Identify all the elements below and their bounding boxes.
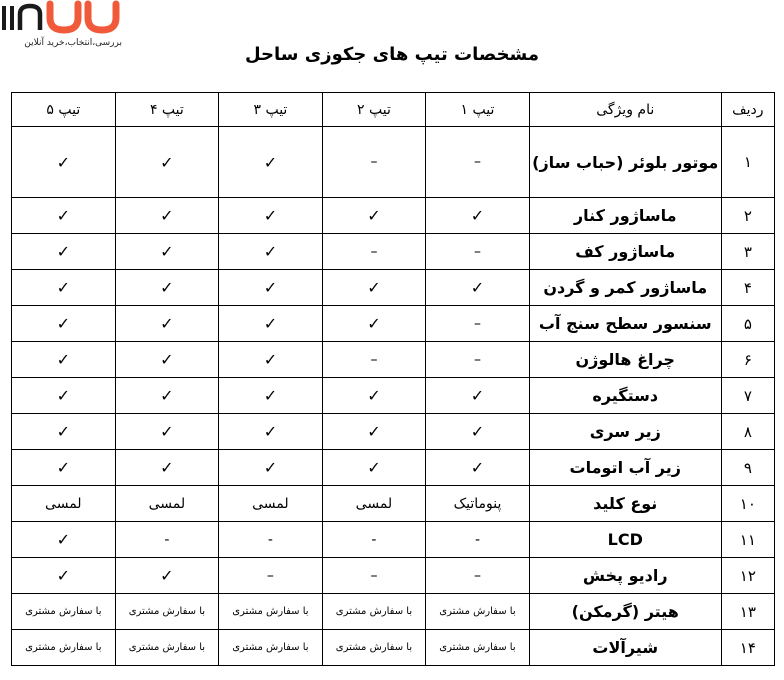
order-note: با سفارش مشتری: [426, 594, 530, 630]
switch-type: لمسی: [115, 486, 219, 522]
check-icon: ✓: [115, 414, 219, 450]
check-icon: ✓: [12, 270, 116, 306]
feature-name: زیر سری: [529, 414, 721, 450]
feature-name: زیر آب اتومات: [529, 450, 721, 486]
row-number: ۹: [721, 450, 774, 486]
row-number: ۱۰: [721, 486, 774, 522]
row-number: ۴: [721, 270, 774, 306]
row-number: ۱۳: [721, 594, 774, 630]
table-row: [12, 630, 775, 666]
check-icon: ✓: [219, 378, 323, 414]
dash-mark: –: [426, 342, 530, 378]
check-icon: ✓: [115, 270, 219, 306]
dash-mark: –: [426, 234, 530, 270]
check-icon: ✓: [322, 378, 426, 414]
table-row: [12, 558, 775, 594]
check-icon: ✓: [426, 198, 530, 234]
table-row: [12, 127, 775, 198]
check-icon: ✓: [115, 558, 219, 594]
check-icon: ✓: [426, 378, 530, 414]
row-number: ۶: [721, 342, 774, 378]
check-icon: ✓: [12, 378, 116, 414]
row-number: ۱۲: [721, 558, 774, 594]
feature-name: سنسور سطح سنج آب: [529, 306, 721, 342]
check-icon: ✓: [322, 198, 426, 234]
check-icon: ✓: [219, 198, 323, 234]
check-icon: ✓: [322, 450, 426, 486]
check-icon: ✓: [219, 306, 323, 342]
table-row: [12, 414, 775, 450]
order-note: با سفارش مشتری: [12, 594, 116, 630]
order-note: با سفارش مشتری: [219, 630, 323, 666]
check-icon: ✓: [115, 234, 219, 270]
row-number: ۸: [721, 414, 774, 450]
check-icon: ✓: [115, 450, 219, 486]
dash-mark: –: [426, 127, 530, 198]
logo-tagline: بررسی،انتخاب،خرید آنلاین: [24, 38, 122, 48]
check-icon: ✓: [219, 342, 323, 378]
check-icon: ✓: [12, 558, 116, 594]
row-number: ۲: [721, 198, 774, 234]
check-icon: ✓: [12, 234, 116, 270]
switch-type: لمسی: [322, 486, 426, 522]
check-icon: ✓: [12, 342, 116, 378]
order-note: با سفارش مشتری: [322, 630, 426, 666]
row-number: ۷: [721, 378, 774, 414]
header-type-3: تیپ ۳: [219, 93, 323, 127]
check-icon: ✓: [12, 522, 116, 558]
check-icon: ✓: [115, 378, 219, 414]
table-row: [12, 270, 775, 306]
check-icon: ✓: [322, 270, 426, 306]
dash-mark: -: [219, 522, 323, 558]
table-row: [12, 594, 775, 630]
feature-name: دستگیره: [529, 378, 721, 414]
feature-name: رادیو پخش: [529, 558, 721, 594]
check-icon: ✓: [322, 306, 426, 342]
switch-type: لمسی: [219, 486, 323, 522]
check-icon: ✓: [12, 198, 116, 234]
spec-table: [11, 92, 775, 666]
check-icon: ✓: [12, 127, 116, 198]
feature-name: موتور بلوئر (حباب ساز): [529, 127, 721, 198]
feature-name: هیتر (گرمکن): [529, 594, 721, 630]
order-note: با سفارش مشتری: [426, 630, 530, 666]
table-row: [12, 306, 775, 342]
table-row: [12, 342, 775, 378]
row-number: ۱: [721, 127, 774, 198]
dash-mark: –: [426, 306, 530, 342]
feature-name: نوع کلید: [529, 486, 721, 522]
table-row: [12, 450, 775, 486]
feature-name: شیرآلات: [529, 630, 721, 666]
row-number: ۱۴: [721, 630, 774, 666]
dash-mark: -: [426, 522, 530, 558]
table-row: [12, 522, 775, 558]
check-icon: ✓: [426, 270, 530, 306]
check-icon: ✓: [115, 342, 219, 378]
check-icon: ✓: [426, 450, 530, 486]
check-icon: ✓: [219, 127, 323, 198]
order-note: با سفارش مشتری: [219, 594, 323, 630]
check-icon: ✓: [219, 270, 323, 306]
check-icon: ✓: [426, 414, 530, 450]
header-feature: نام ویژگی: [529, 93, 721, 127]
header-radif: ردیف: [721, 93, 774, 127]
feature-name: ماساژور کمر و گردن: [529, 270, 721, 306]
order-note: با سفارش مشتری: [115, 630, 219, 666]
switch-type: پنوماتیک: [426, 486, 530, 522]
order-note: با سفارش مشتری: [12, 630, 116, 666]
dash-mark: –: [322, 234, 426, 270]
dash-mark: -: [115, 522, 219, 558]
order-note: با سفارش مشتری: [115, 594, 219, 630]
row-number: ۵: [721, 306, 774, 342]
header-type-2: تیپ ۲: [322, 93, 426, 127]
row-number: ۳: [721, 234, 774, 270]
feature-name: ماساژور کنار: [529, 198, 721, 234]
check-icon: ✓: [115, 127, 219, 198]
logo-mark: [0, 0, 126, 36]
check-icon: ✓: [219, 414, 323, 450]
check-icon: ✓: [12, 450, 116, 486]
dash-mark: –: [219, 558, 323, 594]
check-icon: ✓: [322, 414, 426, 450]
feature-name: ماساژور کف: [529, 234, 721, 270]
check-icon: ✓: [219, 450, 323, 486]
page-title: مشخصات تیپ های جکوزی ساحل: [244, 44, 540, 65]
check-icon: ✓: [115, 198, 219, 234]
check-icon: ✓: [219, 234, 323, 270]
header-type-1: تیپ ۱: [426, 93, 530, 127]
dash-mark: –: [322, 342, 426, 378]
table-header-row: [12, 93, 775, 127]
table-row: [12, 378, 775, 414]
dash-mark: –: [322, 127, 426, 198]
dash-mark: –: [426, 558, 530, 594]
dash-mark: -: [322, 522, 426, 558]
switch-type: لمسی: [12, 486, 116, 522]
table-row: [12, 234, 775, 270]
header-type-5: تیپ ۵: [12, 93, 116, 127]
feature-name: چراغ هالوژن: [529, 342, 721, 378]
check-icon: ✓: [115, 306, 219, 342]
order-note: با سفارش مشتری: [322, 594, 426, 630]
dash-mark: –: [322, 558, 426, 594]
row-number: ۱۱: [721, 522, 774, 558]
header-type-4: تیپ ۴: [115, 93, 219, 127]
table-row: [12, 486, 775, 522]
table-row: [12, 198, 775, 234]
check-icon: ✓: [12, 414, 116, 450]
check-icon: ✓: [12, 306, 116, 342]
feature-name: LCD: [529, 522, 721, 558]
